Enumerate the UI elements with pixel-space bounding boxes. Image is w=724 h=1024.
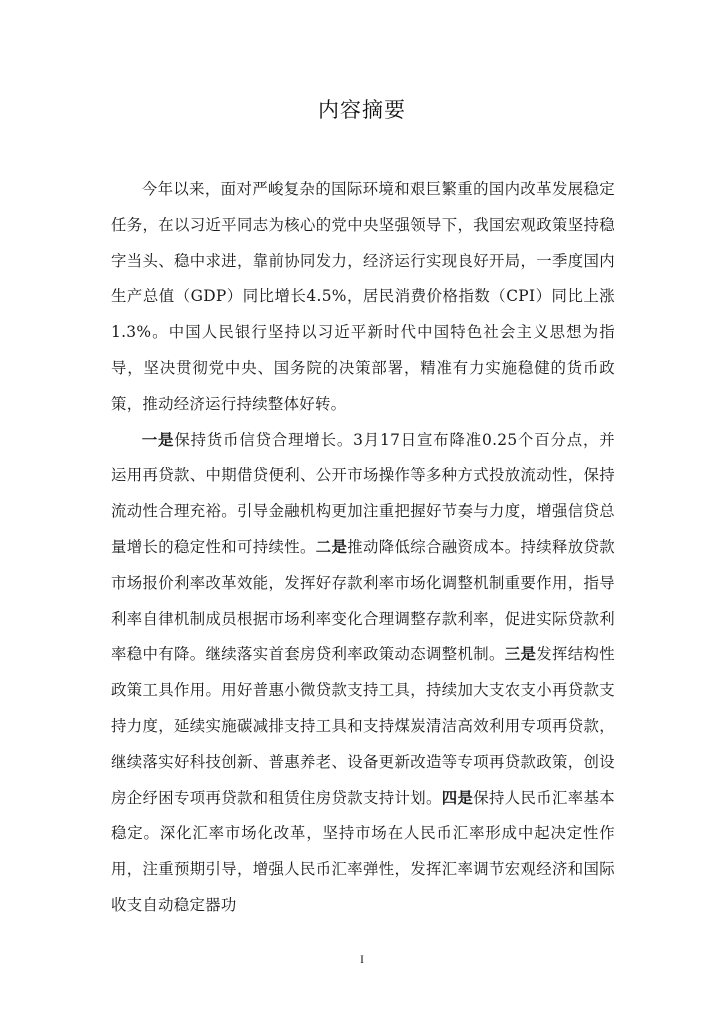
summary-body	[111, 172, 615, 924]
point-lead-4: 四是	[441, 788, 474, 807]
paragraph-intro: 今年以来，面对严峻复杂的国际环境和艰巨繁重的国内改革发展稳定任务，在以习近平同志为核心的党中央坚强领导下，我国宏观政策坚持稳字当头、稳中求进，靠前协同发力，经济运行实现良好开局，一季度国内生产总值（GDP）同比增长4.5%，居民消费价格指数（CPI）同比上涨1.3%。中国人民银行坚持以习近平新时代中国特色社会主义思想为指导，坚决贯彻党中央、国务院的决策部署，精准有力实施稳健的货币政策，推动经济运行持续整体好转。	[111, 180, 615, 413]
page-title: 内容摘要	[318, 98, 406, 122]
point-text-4: 保持人民币汇率基本稳定。深化汇率市场化改革，坚持市场在人民币汇率形成中起决定性作用，注重预期引导，增强人民币汇率弹性，发挥汇率调节宏观经济和国际收支自动稳定器功	[111, 788, 615, 914]
point-lead-2: 二是	[315, 537, 348, 556]
point-text-3: 发挥结构性政策工具作用。用好普惠小微贷款支持工具，持续加大支农支小再贷款支持力度，延续实施碳减排支持工具和支持煤炭清洁高效利用专项再贷款，继续落实好科技创新、普惠养老、设备更新改造等专项再贷款政策，创设房企纾困专项再贷款和租赁住房贷款支持计划。	[111, 645, 615, 807]
page-number: I	[360, 952, 364, 966]
point-lead-1: 一是	[141, 430, 175, 449]
point-text-2: 推动降低综合融资成本。持续释放贷款市场报价利率改革效能，发挥好存款利率市场化调整机制重要作用，指导利率自律机制成员根据市场利率变化合理调整存款利率，促进实际贷款利率稳中有降。继续落实首套房贷利率政策动态调整机制。	[111, 537, 615, 664]
point-lead-3: 三是	[504, 645, 537, 664]
point-text-1: 保持货币信贷合理增长。3月17日宣布降准0.25个百分点，并运用再贷款、中期借贷便利、公开市场操作等多种方式投放流动性，保持流动性合理充裕。引导金融机构更加注重把握好节奏与力度，增强信贷总量增长的稳定性和可持续性。	[111, 430, 615, 556]
paragraph-measures	[111, 423, 615, 924]
